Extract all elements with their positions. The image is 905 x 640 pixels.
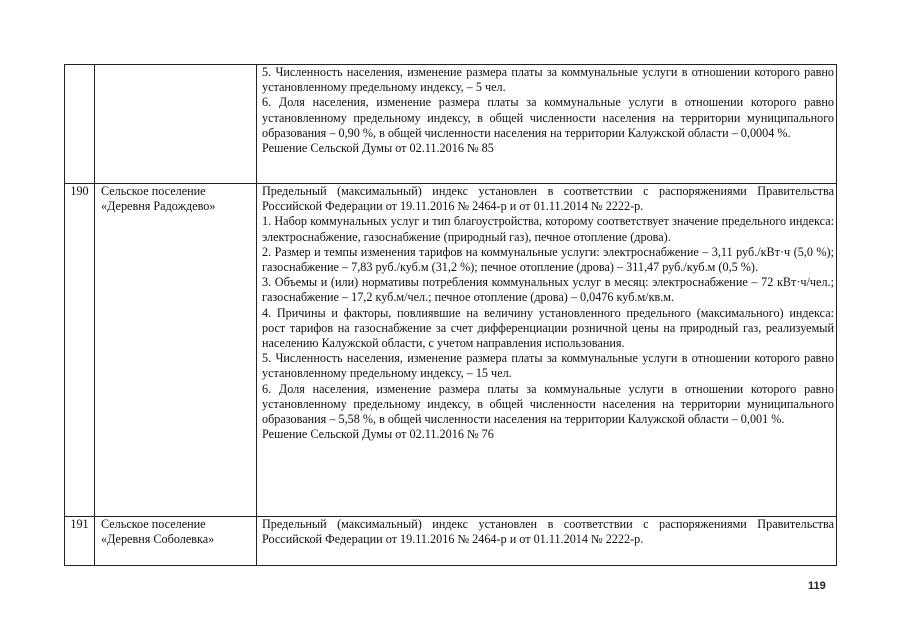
row-text: [257, 184, 837, 517]
paragraph: Предельный (максимальный) индекс установлен в соответствии с распоряжениями Правительства Российской Федерации от 19.11.2016 № 2464-р и от 01.11.2014 № 2222-р.: [262, 184, 834, 214]
paragraph: 4. Причины и факторы, повлиявшие на величину установленного предельного (максимального) индекса:: [262, 305, 834, 320]
paragraph: Решение Сельской Думы от 02.11.2016 № 76: [262, 427, 494, 442]
paragraph: рост тарифов на газоснабжение за счет дифференциации розничной цены на природный газ, реализуемый населению Калужской области, с учетом направления использования.: [262, 320, 834, 351]
row-text: [257, 517, 837, 566]
row-number: 191: [65, 517, 95, 566]
paragraph: 5. Численность населения, изменение размера платы за коммунальные услуги в отношении которого равно установленному предельному индексу, – 15 чел.: [262, 351, 834, 381]
paragraph: Решение Сельской Думы от 02.11.2016 № 85: [262, 141, 494, 156]
paragraph: Предельный (максимальный) индекс установлен в соответствии с распоряжениями Правительства Российской Федерации от 19.11.2016 № 2464-р и от 01.11.2014 № 2222-р.: [262, 517, 834, 547]
table-row: [65, 65, 837, 184]
page-number: 119: [808, 580, 826, 592]
row-text: [257, 65, 837, 184]
settlement-name: [95, 65, 257, 184]
table-row: [65, 517, 837, 566]
table-row: [65, 184, 837, 517]
document-table: [64, 64, 837, 566]
paragraph: 2. Размер и темпы изменения тарифов на коммунальные услуги: электроснабжение – 3,11 руб./кВт·ч (5,0 %); газоснабжение – 7,83 руб./куб.м (31,2 %); печное отопление (дрова) – 311,47 руб./куб.м (0,5 %).: [262, 244, 834, 275]
paragraph: 3. Объемы и (или) нормативы потребления коммунальных услуг в месяц: электроснабжение – 72 кВт·ч/чел.; газоснабжение – 17,2 куб.м/чел.; печное отопление (дрова) – 0,0476 куб.м/кв.м.: [262, 275, 834, 305]
row-number: [65, 65, 95, 184]
settlement-name: Сельское поселение «Деревня Соболевка»: [95, 517, 257, 566]
paragraph: 6. Доля населения, изменение размера платы за коммунальные услуги в отношении которого равно установленному предельному индексу, в общей численности населения на территории муниципального образования – 0,90 %, в общей численности населения на территории Калужской области – 0,0004 %.: [262, 95, 834, 140]
settlement-name: Сельское поселение «Деревня Радождево»: [95, 184, 257, 517]
paragraph: 1. Набор коммунальных услуг и тип благоустройства, которому соответствует значение предельного индекса: электроснабжение, газоснабжение (природный газ), печное отопление (дрова).: [262, 214, 834, 244]
paragraph: 6. Доля населения, изменение размера платы за коммунальные услуги в отношении которого равно установленному предельному индексу, в общей численности населения на территории муниципального образования – 5,58 %, в общей численности населения на территории Калужской области – 0,001 %.: [262, 381, 834, 427]
paragraph: 5. Численность населения, изменение размера платы за коммунальные услуги в отношении которого равно установленному предельному индексу, – 5 чел.: [262, 65, 834, 95]
row-number: 190: [65, 184, 95, 517]
